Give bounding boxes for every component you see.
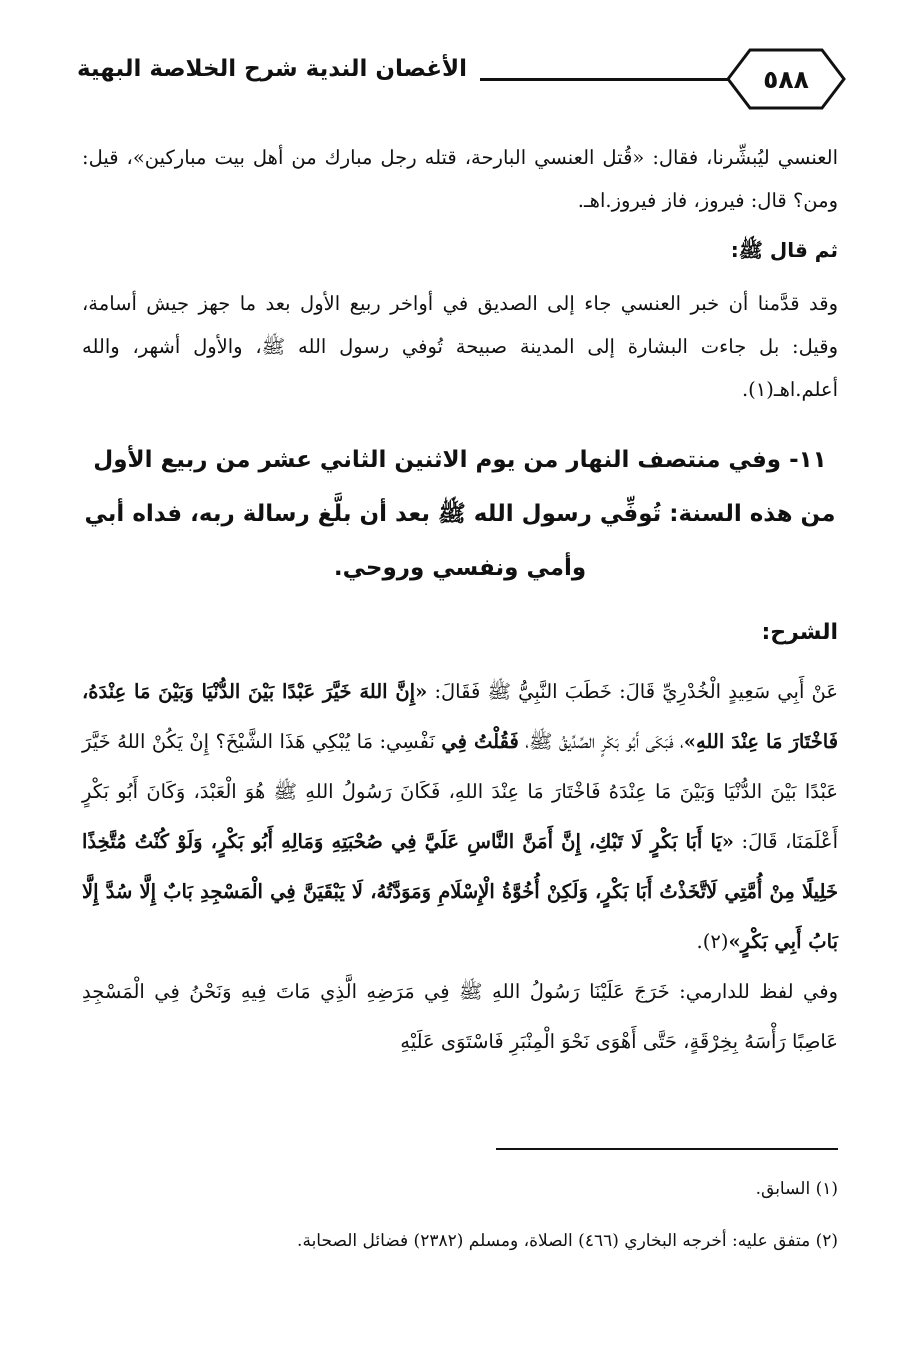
hadith-abu-said [82,667,838,967]
hadith-narration: ، فَبَكَى أَبُو بَكْرٍ الصِّدِّيقُ ﷺ، [518,730,684,753]
paragraph-2: وقد قدَّمنا أن خبر العنسي جاء إلى الصديق في أواخر ربيع الأول بعد ما جهز جيش أسامة، وقيل: بل جاءت البشارة إلى المدينة صبيحة تُوفي رسول الله ﷺ، والأول أشهر، والله أعلم.اهـ(١). [82,292,838,401]
footnote-1: (١) السابق. [755,1179,838,1199]
hadith-quote-2: فَقُلْتُ فِي [441,730,519,753]
hadith-quote-1: «إِنَّ اللهَ خَيَّرَ عَبْدًا بَيْنَ الدُّنْيَا وَبَيْنَ مَا عِنْدَهُ، فَاخْتَارَ مَا عِنْدَ اللهِ» [82,680,839,753]
footnote-2: (٢) متفق عليه: أخرجه البخاري (٤٦٦) الصلاة، ومسلم (٢٣٨٢) فضائل الصحابة. [297,1231,838,1251]
sharh-heading: الشرح: [761,620,838,645]
subheading-thumma-qala: ثم قال ﷺ: [730,238,838,262]
page-number: ٥٨٨ [763,64,809,94]
hadith-quote-3: «يَا أَبَا بَكْرٍ لَا تَبْكِ، إِنَّ أَمَنَّ النَّاسِ عَلَيَّ فِي صُحْبَتِهِ وَمَالِهِ أَبُو بَكْرٍ، وَلَوْ كُنْتُ مُتَّخِذًا خَلِيلًا مِنْ أُمَّتِي لَاتَّخَذْتُ أَبَا بَكْرٍ، وَلَكِنْ أُخُوَّةُ الْإِسْلَامِ وَمَوَدَّتُهُ، لَا يَبْقَيَنَّ فِي الْمَسْجِدِ بَابٌ إِلَّا سُدَّ إِلَّا بَابُ أَبِي بَكْرٍ» [82,830,838,953]
running-title: الأغصان الندية شرح الخلاصة البهية [76,56,468,82]
paragraph-1: العنسي ليُبشِّرنا، فقال: «قُتل العنسي البارحة، قتله رجل مبارك من أهل بيت مباركين»، قيل: ومن؟ قال: فيروز، فاز فيروز.اهـ. [82,146,838,212]
page-content [82,136,838,1067]
hadith-darimi [82,967,838,1067]
header-rule [480,78,730,81]
page-number-badge [724,46,848,112]
hadith-continuation: نَفْسِي: مَا يُبْكِي هَذَا الشَّيْخَ؟ إِنْ يَكُنْ اللهُ خَيَّرَ عَبْدًا بَيْنَ الدُّنْيَا وَبَيْنَ مَا عِنْدَهُ فَاخْتَارَ مَا عِنْدَ اللهِ، فَكَانَ رَسُولُ اللهِ ﷺ هُوَ الْعَبْدَ، وَكَانَ أَبُو بَكْرٍ أَعْلَمَنَا، قَالَ: [82,730,838,853]
darimi-text: خَرَجَ عَلَيْنَا رَسُولُ اللهِ ﷺ فِي مَرَضِهِ الَّذِي مَاتَ فِيهِ وَنَحْنُ فِي الْمَسْجِدِ عَاصِبًا رَأْسَهُ بِخِرْقَةٍ، حَتَّى أَهْوَى نَحْوَ الْمِنْبَرِ فَاسْتَوَى عَلَيْهِ [82,980,838,1053]
page-header [72,40,848,120]
footnotes [82,1170,838,1274]
hadith-intro: عَنْ أَبِي سَعِيدٍ الْخُدْرِيِّ قَالَ: خَطَبَ النَّبِيُّ ﷺ فَقَالَ: [427,680,839,703]
footnote-ref-2: (٢). [696,930,729,953]
footnote-separator [496,1148,838,1150]
darimi-intro: وفي لفظ للدارمي: [669,980,838,1003]
matn-point-11: ١١- وفي منتصف النهار من يوم الاثنين الثاني عشر من ربيع الأول من هذه السنة: تُوفِّي رسول الله ﷺ بعد أن بلَّغ رسالة ربه، فداه أبي وأمي ونفسي وروحي. [84,447,836,581]
